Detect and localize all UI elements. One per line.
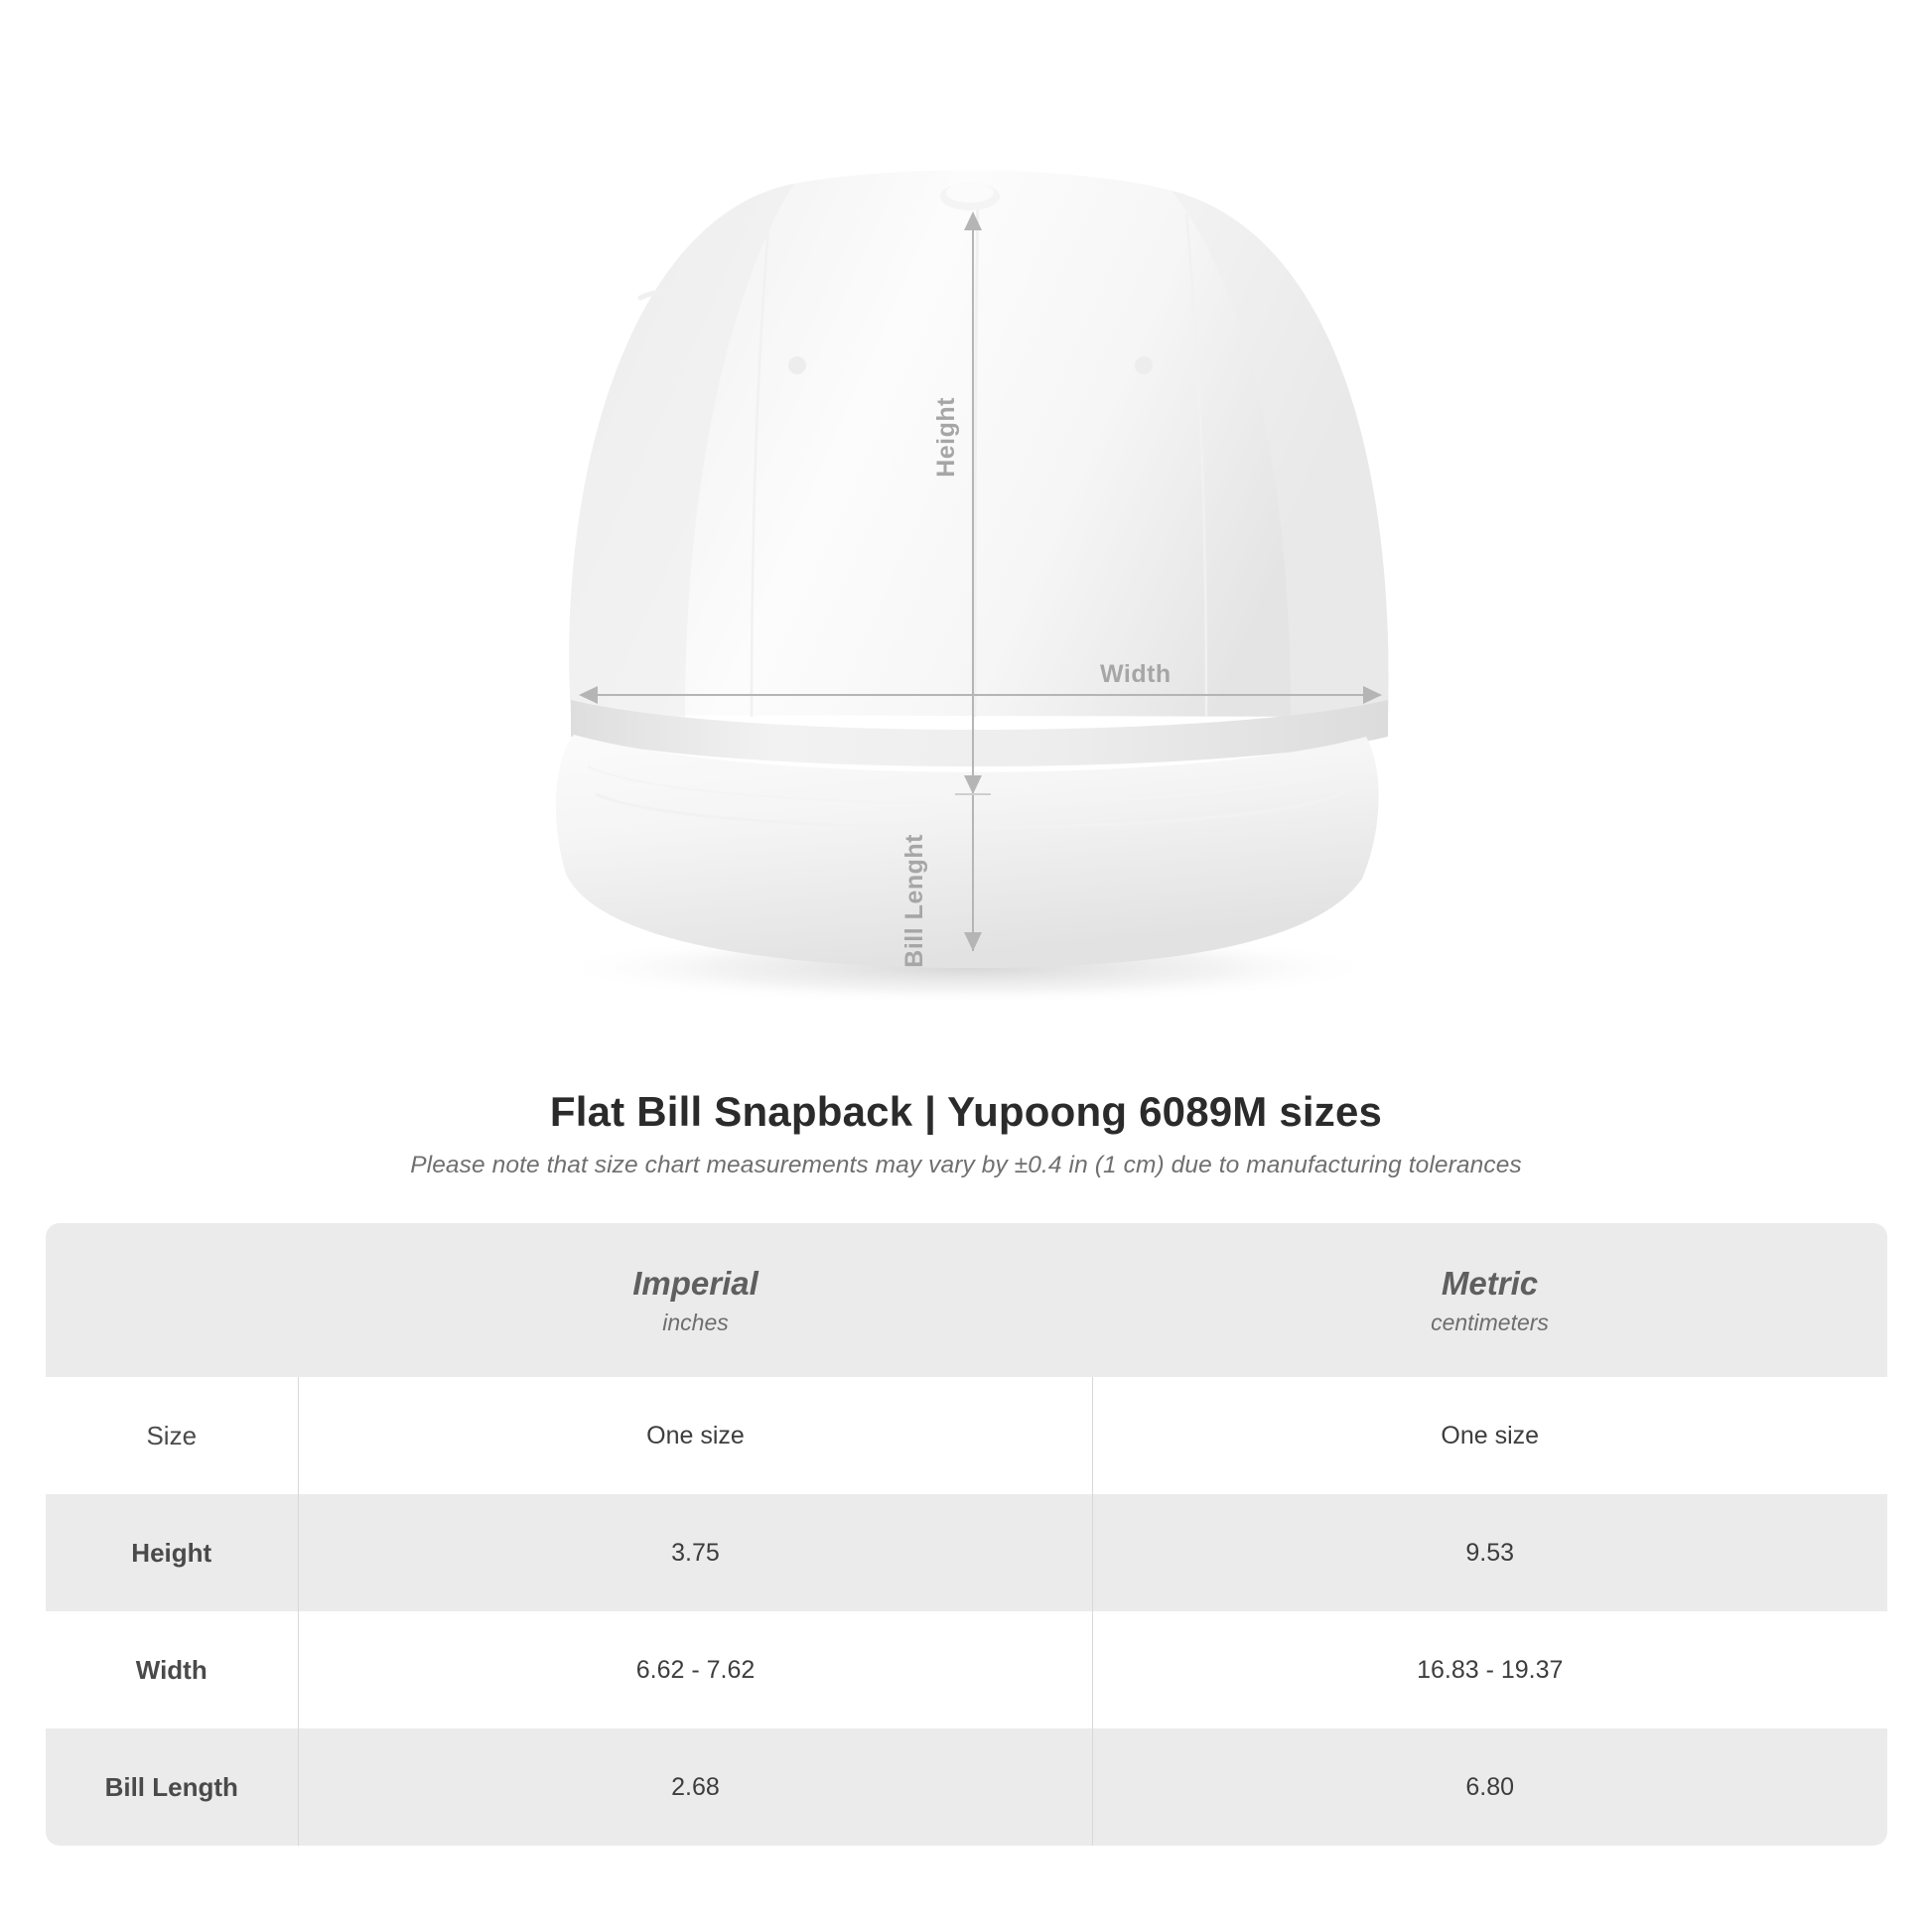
imperial-system-label: Imperial: [632, 1265, 759, 1303]
size-table-body: [46, 1377, 1887, 1846]
metric-unit-label: centimeters: [1431, 1309, 1549, 1335]
table-header-row: [46, 1223, 1887, 1377]
row-label-height: Height: [46, 1494, 299, 1611]
page-title: Flat Bill Snapback | Yupoong 6089M sizes: [549, 1088, 1383, 1135]
cell-height-metric: 9.53: [1093, 1494, 1887, 1611]
header-empty-cell: [46, 1223, 299, 1377]
metric-system-label: Metric: [1441, 1265, 1539, 1303]
table-row: [46, 1611, 1887, 1728]
cell-size-metric: One size: [1093, 1377, 1887, 1494]
header-imperial: [299, 1223, 1093, 1377]
table-row: [46, 1728, 1887, 1846]
bill-length-dimension-label: [901, 834, 927, 968]
cell-width-imperial: 6.62 - 7.62: [299, 1611, 1093, 1728]
height-dimension-label: Height: [932, 397, 960, 478]
title-block: [0, 1088, 1932, 1179]
cell-size-imperial: One size: [299, 1377, 1093, 1494]
size-table-wrapper: [46, 1223, 1887, 1846]
bill-length-line2: Lenght: [900, 834, 928, 920]
table-row: [46, 1494, 1887, 1611]
table-row: [46, 1377, 1887, 1494]
row-label-bill-length: Bill Length: [46, 1728, 299, 1846]
cell-width-metric: 16.83 - 19.37: [1093, 1611, 1887, 1728]
imperial-unit-label: inches: [662, 1309, 729, 1335]
tolerance-note: Please note that size chart measurements may vary by ±0.4 in (1 cm) due to manufacturing tolerances: [410, 1152, 1522, 1178]
size-table: [46, 1223, 1887, 1846]
cell-bill-length-imperial: 2.68: [299, 1728, 1093, 1846]
bill-length-line1: Bill: [900, 926, 928, 968]
cell-height-imperial: 3.75: [299, 1494, 1093, 1611]
header-metric: [1093, 1223, 1887, 1377]
size-table-head: [46, 1223, 1887, 1377]
cell-bill-length-metric: 6.80: [1093, 1728, 1887, 1846]
row-label-size: Size: [46, 1377, 299, 1494]
width-dimension-label: Width: [1100, 660, 1172, 688]
row-label-width: Width: [46, 1611, 299, 1728]
